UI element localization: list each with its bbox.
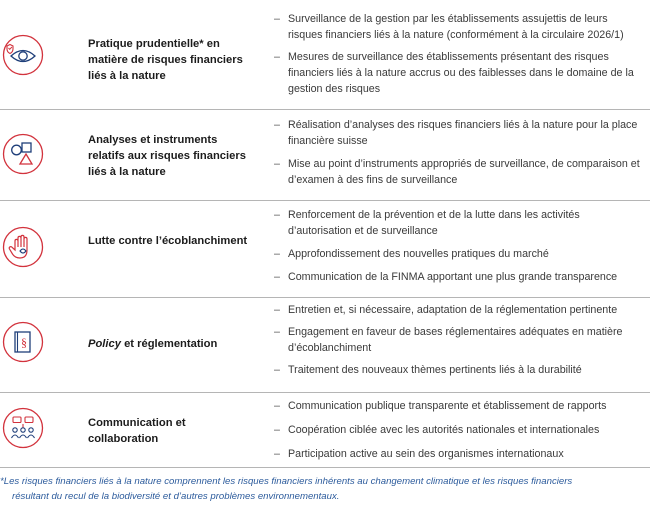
list-item: – Traitement des nouveaux thèmes pertinents liés à la durabilité — [274, 362, 644, 378]
eye-shield-icon — [2, 34, 44, 76]
row-separator — [0, 467, 650, 468]
list-item: – Participation active au sein des organismes internationaux — [274, 446, 644, 462]
row-separator — [0, 392, 650, 393]
list-item: – Entretien et, si nécessaire, adaptation de la réglementation pertinente — [274, 302, 644, 318]
list-item: – Réalisation d’analyses des risques financiers liés à la nature pour la place financière suisse — [274, 117, 644, 149]
row-title — [88, 336, 248, 352]
list-item: – Surveillance de la gestion par les établissements assujettis de leurs risques financiers liés à la nature (conformément à la circulaire 2026/1) — [274, 11, 644, 43]
row-title: Analyses et instruments relatifs aux risques financiers liés à la nature — [88, 134, 246, 178]
list-item: – Approfondissement des nouvelles pratiques du marché — [274, 246, 644, 262]
footnote — [0, 474, 650, 504]
list-item: – Communication de la FINMA apportant une plus grande transparence — [274, 269, 644, 285]
law-book-icon — [2, 321, 44, 363]
list-item: – Mise au point d’instruments appropriés de surveillance, de comparaison et d’examen à des fins de surveillance — [274, 156, 644, 188]
bullet-list — [274, 207, 644, 285]
svg-text:§: § — [21, 335, 27, 350]
footnote-line: *Les risques financiers liés à la nature comprennent les risques financiers inhérents au changement climatique et les risques financiers — [0, 476, 573, 487]
row-title: Pratique prudentielle* en matière de risques financiers liés à la nature — [88, 38, 243, 82]
bullet-list — [274, 302, 644, 378]
shapes-icon — [2, 133, 44, 175]
bullet-list — [274, 398, 644, 462]
list-item: – Communication publique transparente et établissement de rapports — [274, 398, 644, 414]
row-title-rest: et réglementation — [120, 338, 218, 350]
row-separator — [0, 200, 650, 201]
bullet-list — [274, 11, 644, 97]
hand-stop-icon — [2, 226, 44, 268]
list-item: – Mesures de surveillance des établissements présentant des risques financiers liés à la nature accrus ou des faiblesses dans le domaine de la gestion des risques — [274, 49, 644, 97]
list-item: – Engagement en faveur de bases réglementaires adéquates en matière d’écoblanchiment — [274, 324, 644, 356]
bullet-list — [274, 117, 644, 188]
people-communication-icon — [2, 407, 44, 449]
row-separator — [0, 297, 650, 298]
list-item: – Coopération ciblée avec les autorités nationales et internationales — [274, 422, 644, 438]
list-item: – Renforcement de la prévention et de la lutte dans les activités d’autorisation et de surveillance — [274, 207, 644, 239]
row-separator — [0, 109, 650, 110]
row-title: Communication et collaboration — [88, 417, 186, 445]
row-title-italic: Policy — [88, 338, 121, 350]
row-title: Lutte contre l’écoblanchiment — [88, 235, 248, 247]
footnote-line: résultant du recul de la biodiversité et d’autres problèmes environnementaux. — [12, 491, 340, 502]
